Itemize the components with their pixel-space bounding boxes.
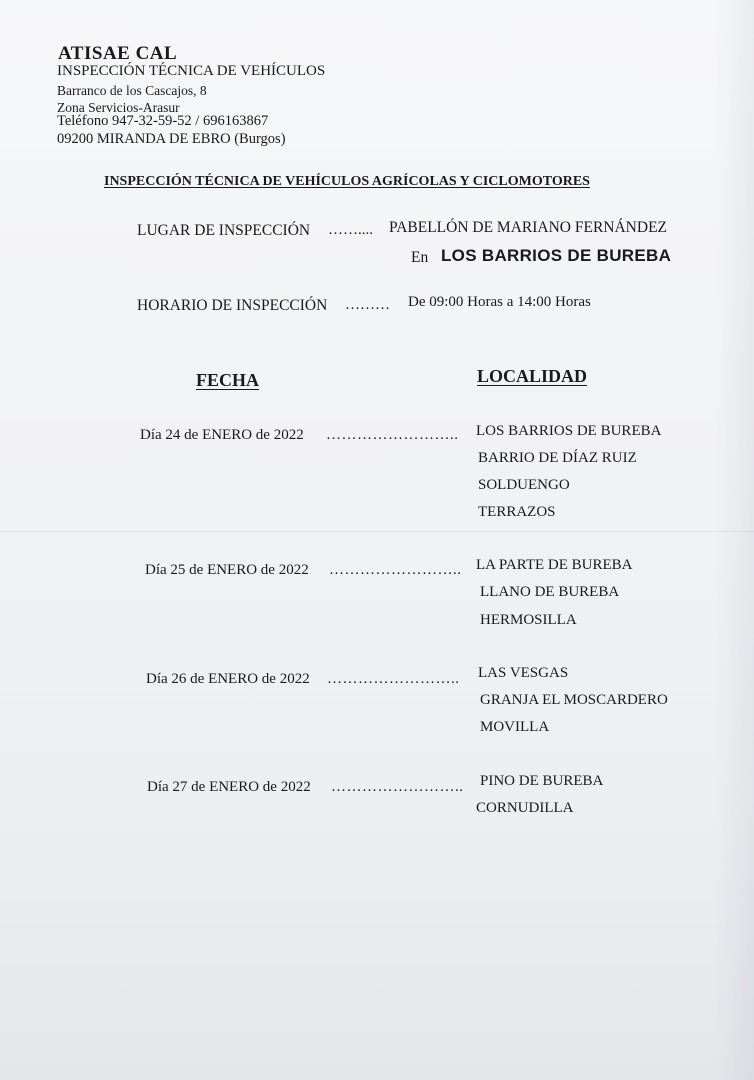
schedule-locality: TERRAZOS xyxy=(478,504,556,520)
horario-value: De 09:00 Horas a 14:00 Horas xyxy=(408,294,591,310)
schedule-date: Día 25 de ENERO de 2022 xyxy=(145,562,309,578)
schedule-date: Día 26 de ENERO de 2022 xyxy=(146,671,310,687)
lugar-leader-dots: …….... xyxy=(328,222,373,238)
horario-label: HORARIO DE INSPECCIÓN xyxy=(137,297,328,314)
lugar-label: LUGAR DE INSPECCIÓN xyxy=(137,222,311,239)
schedule-leader-dots: …………………….. xyxy=(329,562,462,578)
lugar-town: LOS BARRIOS DE BUREBA xyxy=(441,246,672,265)
schedule-locality: PINO DE BUREBA xyxy=(480,773,604,789)
header-line-city: 09200 MIRANDA DE EBRO (Burgos) xyxy=(57,131,286,147)
column-header-fecha: FECHA xyxy=(196,370,259,390)
schedule-locality: CORNUDILLA xyxy=(476,800,574,816)
schedule-locality: GRANJA EL MOSCARDERO xyxy=(480,692,668,708)
schedule-locality: HERMOSILLA xyxy=(480,612,577,628)
company-name: ATISAE CAL xyxy=(58,43,178,64)
schedule-leader-dots: …………………….. xyxy=(327,671,460,687)
paper-edge-shadow xyxy=(714,0,754,1080)
paper-fold-line xyxy=(0,531,754,532)
horario-leader-dots: ……… xyxy=(345,297,390,313)
header-line-address: Barranco de los Cascajos, 8 xyxy=(57,83,207,98)
lugar-en-label: En xyxy=(411,249,429,266)
schedule-locality: LOS BARRIOS DE BUREBA xyxy=(476,423,662,439)
schedule-locality: MOVILLA xyxy=(480,719,550,735)
document-title: INSPECCIÓN TÉCNICA DE VEHÍCULOS AGRÍCOLAS Y CICLOMOTORES xyxy=(104,174,590,189)
schedule-locality: SOLDUENGO xyxy=(478,477,570,493)
header-line-phone: Teléfono 947-32-59-52 / 696163867 xyxy=(57,113,269,129)
schedule-leader-dots: …………………….. xyxy=(331,779,464,795)
column-header-localidad: LOCALIDAD xyxy=(477,366,588,386)
header-line-zone: Zona Servicios-Arasur xyxy=(57,100,180,115)
schedule-locality: BARRIO DE DÍAZ RUIZ xyxy=(478,450,637,466)
header-line-service: INSPECCIÓN TÉCNICA DE VEHÍCULOS xyxy=(57,63,326,79)
schedule-leader-dots: …………………….. xyxy=(326,427,459,443)
schedule-locality: LLANO DE BUREBA xyxy=(480,584,620,600)
schedule-date: Día 24 de ENERO de 2022 xyxy=(140,427,304,443)
schedule-date: Día 27 de ENERO de 2022 xyxy=(147,779,311,795)
schedule-locality: LA PARTE DE BUREBA xyxy=(476,557,633,573)
schedule-locality: LAS VESGAS xyxy=(478,665,569,681)
lugar-value: PABELLÓN DE MARIANO FERNÁNDEZ xyxy=(389,219,668,236)
